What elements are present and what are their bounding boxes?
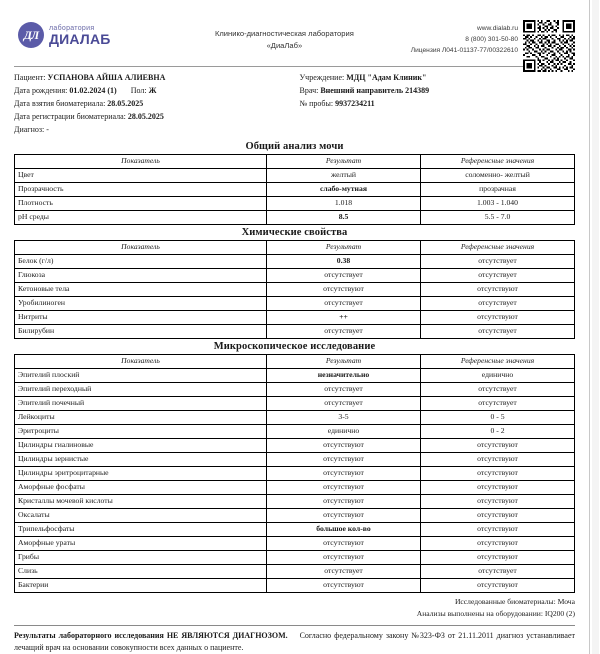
equipment-line: Анализы выполнены на оборудовании: IQ200 (2) bbox=[416, 609, 575, 619]
organization-line-1: Клинико-диагностическая лаборатория bbox=[214, 29, 354, 38]
header-contacts-block bbox=[411, 18, 575, 72]
institution-row bbox=[300, 71, 576, 84]
column-header: Референсные значения bbox=[421, 241, 575, 255]
column-header: Показатель bbox=[15, 355, 267, 369]
reference-range: отсутствуют bbox=[421, 311, 575, 325]
result-value: отсутствует bbox=[267, 325, 421, 339]
phone-number: 8 (800) 301-50-80 bbox=[465, 35, 518, 43]
parameter-name: Нитриты bbox=[15, 311, 267, 325]
result-value: отсутствует bbox=[267, 297, 421, 311]
result-value-abnormal: 0.38 bbox=[267, 255, 421, 269]
table-row bbox=[15, 411, 575, 425]
website-link[interactable]: www.dialab.ru bbox=[476, 25, 518, 32]
parameter-name: Уробилиноген bbox=[15, 297, 267, 311]
dialab-circle-icon bbox=[18, 22, 44, 48]
result-value-abnormal: большое кол-во bbox=[267, 523, 421, 537]
table-row bbox=[15, 467, 575, 481]
collection-date-value: 28.05.2025 bbox=[107, 99, 144, 109]
collection-date-row bbox=[14, 97, 290, 110]
page-scrollbar[interactable] bbox=[589, 0, 600, 654]
reference-range: отсутствуют bbox=[421, 467, 575, 481]
table-row bbox=[15, 325, 575, 339]
reference-range: отсутствует bbox=[421, 297, 575, 311]
reference-range: соломенно- желтый bbox=[421, 169, 575, 183]
table-row bbox=[15, 481, 575, 495]
doctor-row bbox=[300, 84, 576, 97]
table-header-row bbox=[15, 155, 575, 169]
table-row bbox=[15, 439, 575, 453]
table-row bbox=[15, 255, 575, 269]
contacts bbox=[411, 20, 523, 57]
column-header: Показатель bbox=[15, 241, 267, 255]
results-table bbox=[14, 240, 575, 339]
column-header: Результат bbox=[267, 355, 421, 369]
reference-range: 5.5 - 7.0 bbox=[421, 211, 575, 225]
doctor-label: Врач: bbox=[299, 86, 319, 96]
table-row bbox=[15, 311, 575, 325]
section-title: Микроскопическое исследование bbox=[213, 341, 376, 353]
parameter-name: Слизь bbox=[15, 565, 267, 579]
disclaimer-emphasis: Результаты лабораторного исследования НЕ ЯВЛЯЮТСЯ ДИАГНОЗОМ. bbox=[14, 631, 288, 641]
result-value: отсутствует bbox=[267, 565, 421, 579]
result-value: отсутствуют bbox=[267, 453, 421, 467]
result-value: отсутствуют bbox=[267, 283, 421, 297]
reference-range: отсутствует bbox=[421, 383, 575, 397]
parameter-name: Эпителий плоский bbox=[15, 369, 267, 383]
reference-range: отсутствуют bbox=[421, 579, 575, 593]
table-row bbox=[15, 551, 575, 565]
column-header: Референсные значения bbox=[421, 155, 575, 169]
patient-birth-row bbox=[14, 84, 290, 97]
parameter-name: Оксалаты bbox=[15, 509, 267, 523]
legal-disclaimer bbox=[0, 626, 589, 653]
logo-subtitle: лаборатория bbox=[49, 24, 95, 32]
reference-range: отсутствуют bbox=[421, 481, 575, 495]
patient-name-row bbox=[14, 71, 290, 84]
result-value: отсутствуют bbox=[267, 579, 421, 593]
logo-wordmark bbox=[49, 25, 111, 46]
table-row bbox=[15, 269, 575, 283]
reference-range: единично bbox=[421, 369, 575, 383]
result-value: 1.018 bbox=[267, 197, 421, 211]
parameter-name: Эритроциты bbox=[15, 425, 267, 439]
registration-date-value: 28.05.2025 bbox=[127, 112, 164, 122]
diagnosis-row bbox=[14, 123, 290, 136]
institution-column bbox=[290, 71, 576, 136]
parameter-name: Аморфные ураты bbox=[15, 537, 267, 551]
result-value: отсутствуют bbox=[267, 467, 421, 481]
table-row bbox=[15, 211, 575, 225]
table-row bbox=[15, 579, 575, 593]
parameter-name: Кристаллы мочевой кислоты bbox=[15, 495, 267, 509]
sample-number-label: № пробы: bbox=[299, 99, 334, 109]
result-value-abnormal: 8.5 bbox=[267, 211, 421, 225]
patient-name-value: УСПАНОВА АЙША АЛИЕВНА bbox=[47, 73, 166, 82]
collection-date-label: Дата взятия биоматериала: bbox=[14, 99, 106, 109]
parameter-name: Цилиндры гиалиновые bbox=[15, 439, 267, 453]
table-row bbox=[15, 565, 575, 579]
organization-name bbox=[158, 18, 411, 52]
parameter-name: Аморфные фосфаты bbox=[15, 481, 267, 495]
sex-value: Ж bbox=[148, 86, 157, 96]
table-row bbox=[15, 537, 575, 551]
parameter-name: Глюкоза bbox=[15, 269, 267, 283]
lab-logo bbox=[18, 18, 158, 48]
parameter-name: Плотность bbox=[15, 197, 267, 211]
table-row bbox=[15, 297, 575, 311]
logo-title: ДИАЛАБ bbox=[49, 30, 111, 47]
sex-label: Пол: bbox=[130, 86, 147, 96]
table-row bbox=[15, 425, 575, 439]
parameter-name: pH среды bbox=[15, 211, 267, 225]
result-value-abnormal: незначительно bbox=[267, 369, 421, 383]
results-table bbox=[14, 354, 575, 593]
reference-range: отсутствуют bbox=[421, 523, 575, 537]
reference-range: отсутствуют bbox=[421, 283, 575, 297]
reference-range: отсутствуют bbox=[421, 495, 575, 509]
qr-code-icon bbox=[523, 20, 575, 72]
diagnosis-value: - bbox=[46, 125, 49, 135]
patient-name-label: Пациент: bbox=[14, 73, 46, 82]
column-header: Референсные значения bbox=[421, 355, 575, 369]
logo-monogram: ДЛ bbox=[23, 28, 39, 42]
reference-range: 0 - 5 bbox=[421, 411, 575, 425]
result-value: отсутствуют bbox=[267, 495, 421, 509]
table-header-row bbox=[15, 355, 575, 369]
column-header: Результат bbox=[267, 241, 421, 255]
license-number: Лицензия Л041-01137-77/00322610 bbox=[410, 46, 518, 54]
reference-range: отсутствуют bbox=[421, 537, 575, 551]
parameter-name: Эпителий почечный bbox=[15, 397, 267, 411]
table-row bbox=[15, 283, 575, 297]
reference-range: прозрачная bbox=[421, 183, 575, 197]
result-value: отсутствует bbox=[267, 397, 421, 411]
table-row bbox=[15, 169, 575, 183]
report-header bbox=[0, 0, 589, 62]
table-row bbox=[15, 495, 575, 509]
reference-range: отсутствуют bbox=[421, 509, 575, 523]
table-row bbox=[15, 453, 575, 467]
table-row bbox=[15, 397, 575, 411]
registration-date-label: Дата регистрации биоматериала: bbox=[14, 112, 126, 122]
table-row bbox=[15, 509, 575, 523]
parameter-name: Эпителий переходный bbox=[15, 383, 267, 397]
result-value: отсутствует bbox=[267, 383, 421, 397]
biomaterial-line: Исследованные биоматериалы: Моча bbox=[454, 597, 575, 607]
parameter-name: Бактерии bbox=[15, 579, 267, 593]
reference-range: 0 - 2 bbox=[421, 425, 575, 439]
result-value-abnormal: ++ bbox=[267, 311, 421, 325]
table-row bbox=[15, 183, 575, 197]
scrollbar-thumb[interactable] bbox=[592, 0, 599, 654]
section-title: Общий анализ мочи bbox=[245, 141, 344, 153]
parameter-name: Билирубин bbox=[15, 325, 267, 339]
reference-range: отсутствуют bbox=[421, 439, 575, 453]
reference-range: отсутствует bbox=[421, 269, 575, 283]
reference-range: 1.003 - 1.040 bbox=[421, 197, 575, 211]
organization-line-2: «ДиаЛаб» bbox=[266, 40, 303, 50]
footer-metadata bbox=[0, 593, 589, 620]
table-row bbox=[15, 197, 575, 211]
patient-info-block bbox=[0, 67, 589, 139]
table-row bbox=[15, 523, 575, 537]
result-value: желтый bbox=[267, 169, 421, 183]
parameter-name: Грибы bbox=[15, 551, 267, 565]
result-value: отсутствует bbox=[267, 269, 421, 283]
institution-label: Учреждение: bbox=[299, 73, 345, 82]
result-value: единично bbox=[267, 425, 421, 439]
birth-date-label: Дата рождения: bbox=[14, 86, 68, 96]
column-header: Показатель bbox=[15, 155, 267, 169]
doctor-value: Внешний направитель 214389 bbox=[320, 86, 430, 96]
reference-range: отсутствуют bbox=[421, 453, 575, 467]
reference-range: отсутствует bbox=[421, 325, 575, 339]
result-sections bbox=[0, 139, 589, 593]
result-value: отсутствуют bbox=[267, 439, 421, 453]
result-value: 3-5 bbox=[267, 411, 421, 425]
birth-date-value: 01.02.2024 (1) bbox=[69, 86, 117, 96]
reference-range: отсутствует bbox=[421, 565, 575, 579]
result-value: отсутствуют bbox=[267, 537, 421, 551]
section-title: Химические свойства bbox=[241, 227, 348, 239]
reference-range: отсутствует bbox=[421, 255, 575, 269]
reference-range: отсутствует bbox=[421, 397, 575, 411]
parameter-name: Цилиндры зернистые bbox=[15, 453, 267, 467]
patient-column bbox=[14, 71, 290, 136]
parameter-name: Белок (г/л) bbox=[15, 255, 267, 269]
disclaimer-body: Согласно федеральному закону №323-ФЗ от 21.11.2011 диагноз устанавливает лечащий врач на основании совокупности всех данных о пациенте. bbox=[14, 631, 576, 652]
institution-value: МДЦ "Адам Клиник" bbox=[346, 73, 427, 82]
column-header: Результат bbox=[267, 155, 421, 169]
parameter-name: Кетоновые тела bbox=[15, 283, 267, 297]
parameter-name: Цвет bbox=[15, 169, 267, 183]
parameter-name: Прозрачность bbox=[15, 183, 267, 197]
result-value: отсутствуют bbox=[267, 481, 421, 495]
table-row bbox=[15, 383, 575, 397]
sample-number-value: 9937234211 bbox=[335, 99, 375, 109]
result-value: отсутствуют bbox=[267, 509, 421, 523]
parameter-name: Трипельфосфаты bbox=[15, 523, 267, 537]
parameter-name: Лейкоциты bbox=[15, 411, 267, 425]
table-row bbox=[15, 369, 575, 383]
table-header-row bbox=[15, 241, 575, 255]
parameter-name: Цилиндры эритроцитарные bbox=[15, 467, 267, 481]
registration-date-row bbox=[14, 110, 290, 123]
diagnosis-label: Диагноз: bbox=[14, 125, 45, 135]
results-table bbox=[14, 154, 575, 225]
sample-number-row bbox=[300, 97, 576, 110]
result-value: отсутствуют bbox=[267, 551, 421, 565]
result-value-abnormal: слабо-мутная bbox=[267, 183, 421, 197]
reference-range: отсутствуют bbox=[421, 551, 575, 565]
